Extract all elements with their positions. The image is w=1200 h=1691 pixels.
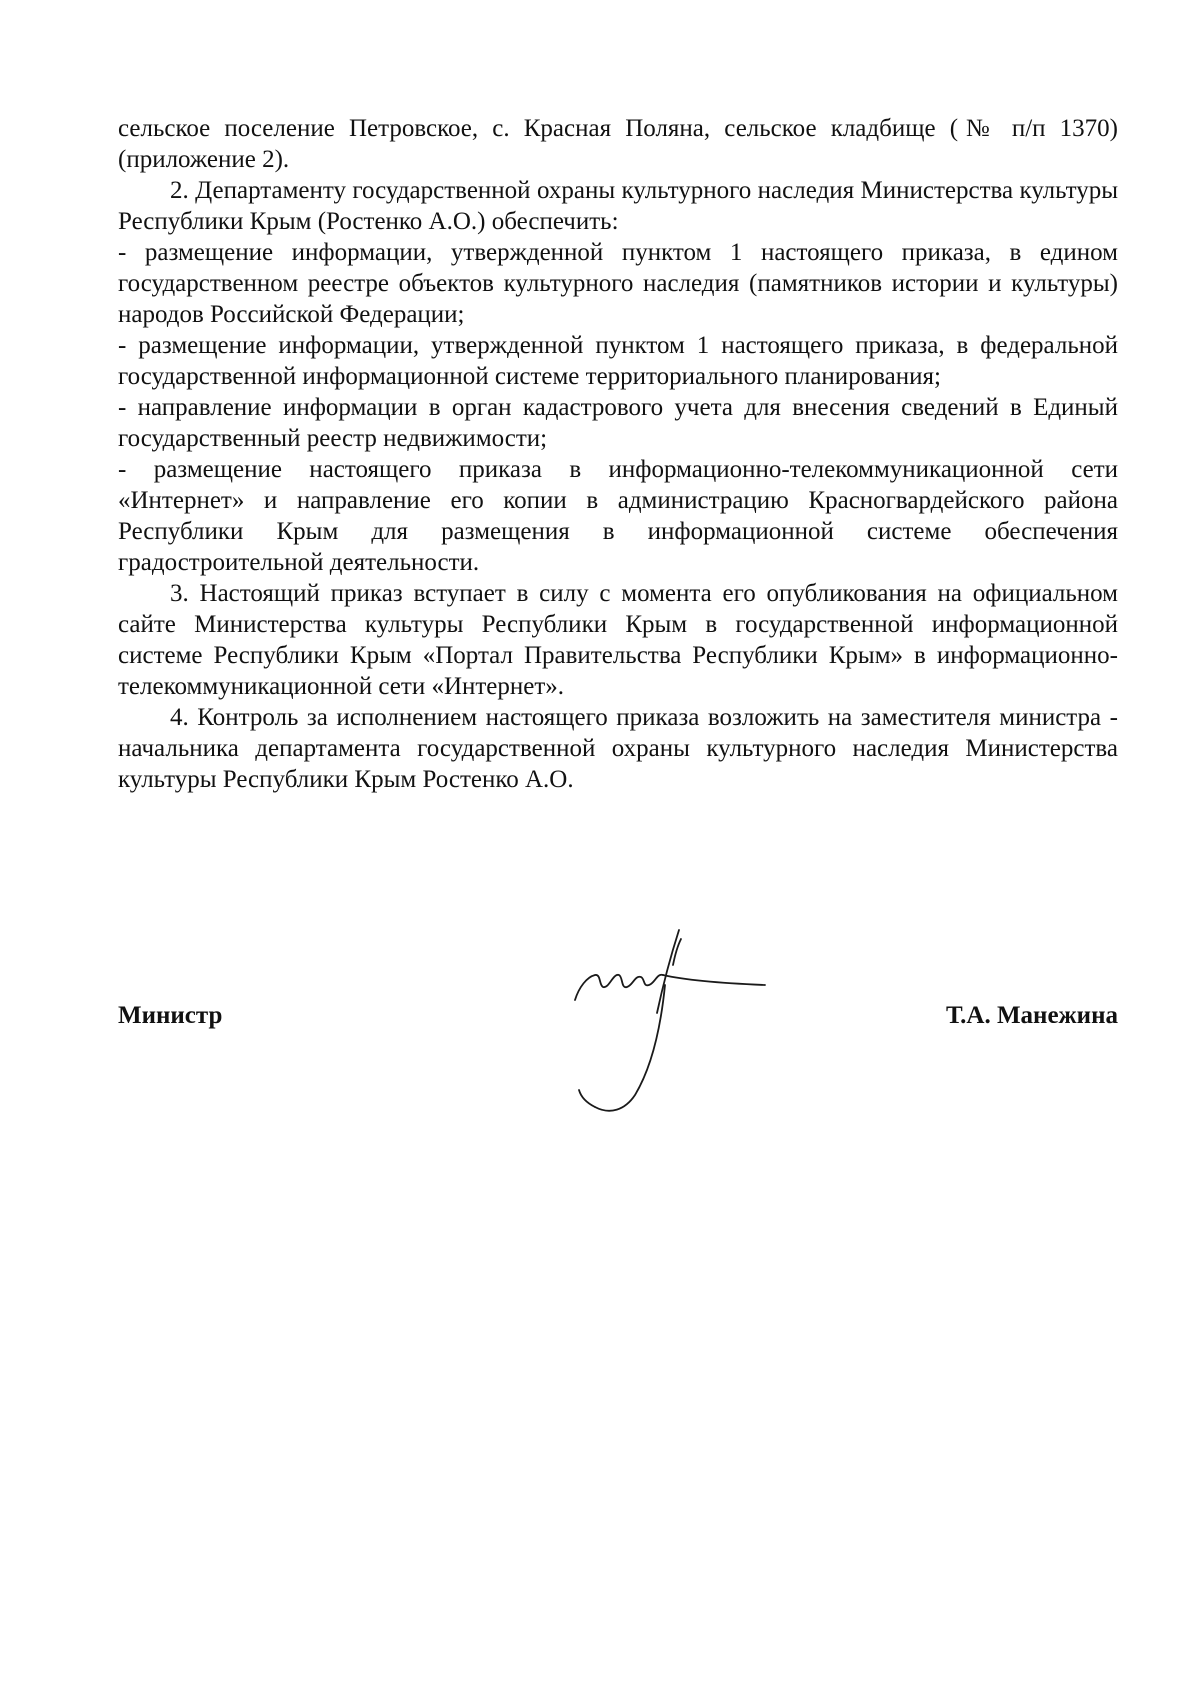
handwritten-signature-icon <box>565 925 785 1135</box>
paragraph-1-continuation: сельское поселение Петровское, с. Красная Поляна, сельское кладбище (№ п/п 1370) (приложение 2). <box>118 115 1118 173</box>
list-item-cadastral: - направление информации в орган кадастрового учета для внесения сведений в Единый государственный реестр недвижимости; <box>118 394 1118 452</box>
paragraph-4: 4. Контроль за исполнением настоящего приказа возложить на заместителя министра - начальника департамента государственной охраны культурного наследия Министерства культуры Республики Крым Ростенко А.О. <box>118 704 1118 793</box>
list-item-planning-system: - размещение информации, утвержденной пунктом 1 настоящего приказа, в федеральной государственной информационной системе территориального планирования; <box>118 332 1118 390</box>
signatory-title: Министр <box>118 1002 223 1029</box>
paragraph-3: 3. Настоящий приказ вступает в силу с момента его опубликования на официальном сайте Министерства культуры Республики Крым в государственной информационной системе Республики Крым «Портал Правительства Республики Крым» в информационно-телекоммуникационной сети «Интернет». <box>118 580 1118 700</box>
signatory-name: Т.А. Манежина <box>945 1002 1118 1029</box>
list-item-internet-publication: - размещение настоящего приказа в информационно-телекоммуникационной сети «Интернет» и направление его копии в администрацию Красногвардейского района Республики Крым для размещения в информационной системе обеспечения градостроительной деятельности. <box>118 456 1118 576</box>
paragraph-2: 2. Департаменту государственной охраны культурного наследия Министерства культуры Республики Крым (Ростенко А.О.) обеспечить: <box>118 177 1118 235</box>
list-item-registry: - размещение информации, утвержденной пунктом 1 настоящего приказа, в едином государственном реестре объектов культурного наследия (памятников истории и культуры) народов Российской Федерации; <box>118 239 1118 328</box>
document-body <box>118 113 1118 795</box>
